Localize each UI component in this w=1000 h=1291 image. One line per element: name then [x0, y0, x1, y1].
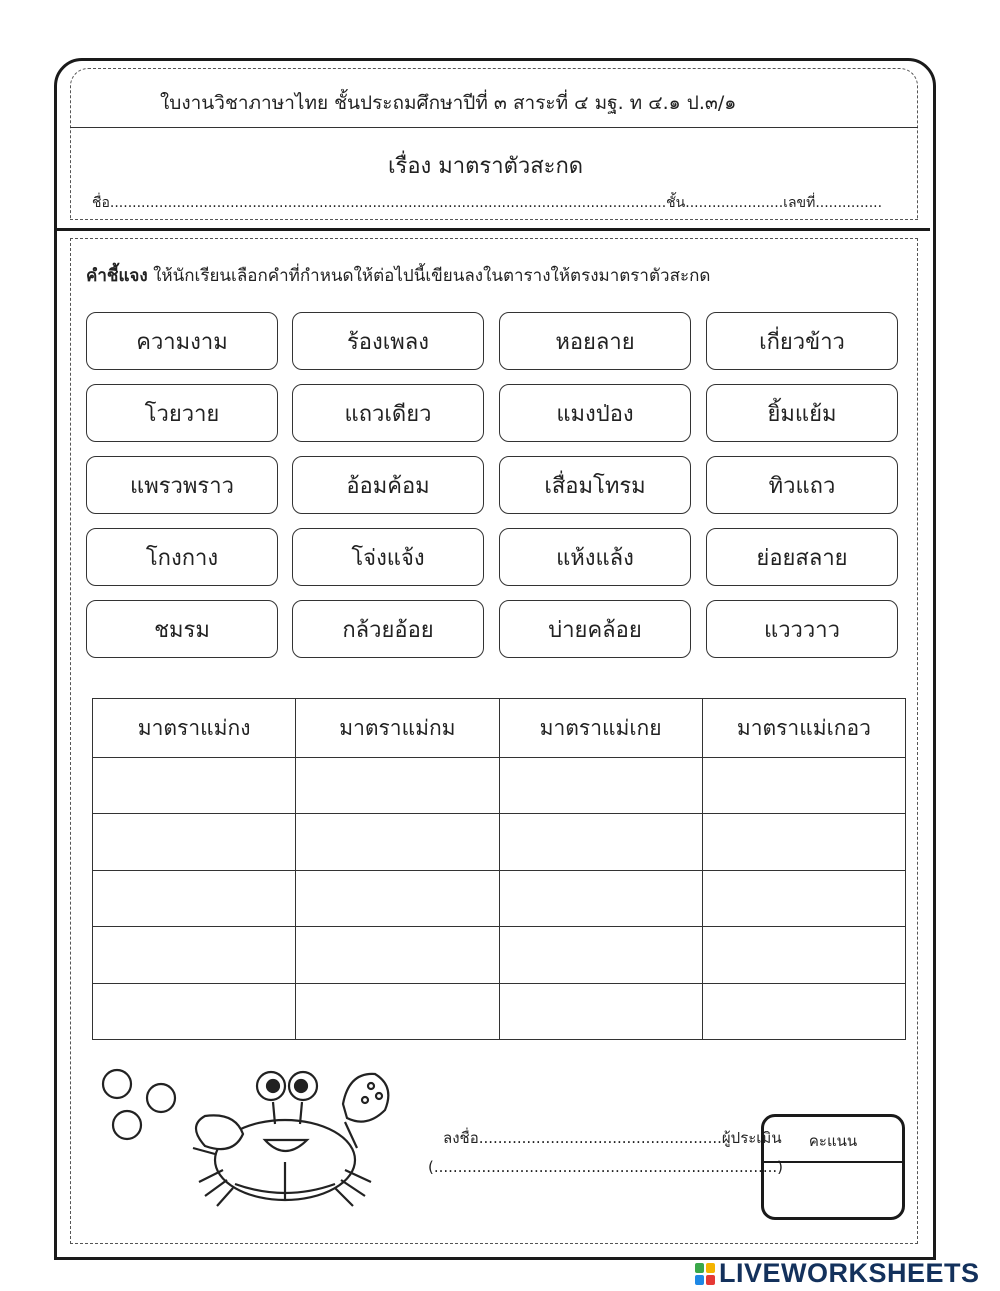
word-card[interactable]: ร้องเพลง: [292, 312, 484, 370]
answer-cell[interactable]: [93, 814, 296, 870]
section-divider: [56, 228, 930, 231]
word-card[interactable]: เสื่อมโทรม: [499, 456, 691, 514]
liveworksheets-logo-icon: [695, 1263, 715, 1285]
answer-cell[interactable]: [93, 983, 296, 1039]
word-card[interactable]: เกี่ยวข้าว: [706, 312, 898, 370]
word-card[interactable]: แมงป่อง: [499, 384, 691, 442]
crab-illustration: [95, 1062, 415, 1212]
instructions-text: ให้นักเรียนเลือกคำที่กำหนดให้ต่อไปนี้เขียนลงในตารางให้ตรงมาตราตัวสะกด: [147, 266, 711, 286]
answer-table: [92, 698, 906, 1040]
bubble-icon: [113, 1111, 141, 1139]
bubble-icon: [103, 1070, 131, 1098]
answer-cell[interactable]: [93, 758, 296, 814]
word-card[interactable]: แพรวพราว: [86, 456, 278, 514]
word-card[interactable]: โจ่งแจ้ง: [292, 528, 484, 586]
score-divider: [764, 1161, 902, 1163]
answer-cell[interactable]: [702, 927, 905, 983]
signature-line[interactable]: ลงชื่อ...................................................ผู้ประเมิน: [443, 1129, 782, 1147]
answer-cell[interactable]: [499, 758, 702, 814]
word-card[interactable]: บ่ายคล้อย: [499, 600, 691, 658]
answer-cell[interactable]: [499, 983, 702, 1039]
answer-cell[interactable]: [296, 870, 499, 926]
word-card[interactable]: ความงาม: [86, 312, 278, 370]
word-card[interactable]: อ้อมค้อม: [292, 456, 484, 514]
table-row: [93, 983, 906, 1039]
score-box: [761, 1114, 905, 1220]
answer-cell[interactable]: [93, 870, 296, 926]
word-card[interactable]: โวยวาย: [86, 384, 278, 442]
column-header: มาตราแม่เกย: [499, 699, 702, 758]
answer-cell[interactable]: [296, 758, 499, 814]
column-header: มาตราแม่กม: [296, 699, 499, 758]
subject-line: ใบงานวิชาภาษาไทย ชั้นประถมศึกษาปีที่ ๓ สาระที่ ๔ มฐ. ท ๔.๑ ป.๓/๑: [160, 92, 737, 114]
word-card[interactable]: กล้วยอ้อย: [292, 600, 484, 658]
column-header: มาตราแม่เกอว: [702, 699, 905, 758]
signature-name-line[interactable]: (........................................................................): [428, 1158, 784, 1176]
table-row: [93, 927, 906, 983]
word-card[interactable]: แวววาว: [706, 600, 898, 658]
answer-cell[interactable]: [499, 814, 702, 870]
answer-cell[interactable]: [702, 983, 905, 1039]
instructions: [86, 262, 710, 289]
answer-cell[interactable]: [499, 870, 702, 926]
word-card[interactable]: ทิวแถว: [706, 456, 898, 514]
watermark-text: LIVEWORKSHEETS: [719, 1258, 980, 1288]
name-class-number-line[interactable]: ชื่อ.............................................................................................................................ชั้น......................เลขที่...............: [92, 195, 883, 211]
page-title: เรื่อง มาตราตัวสะกด: [388, 154, 584, 179]
answer-cell[interactable]: [702, 814, 905, 870]
answer-cell[interactable]: [702, 758, 905, 814]
word-card[interactable]: แถวเดียว: [292, 384, 484, 442]
header-divider: [70, 127, 918, 128]
word-card[interactable]: ชมรม: [86, 600, 278, 658]
answer-cell[interactable]: [499, 927, 702, 983]
instructions-label: คำชี้แจง: [86, 266, 148, 286]
column-header: มาตราแม่กง: [93, 699, 296, 758]
word-card[interactable]: ยิ้มแย้ม: [706, 384, 898, 442]
answer-cell[interactable]: [93, 927, 296, 983]
score-label: คะแนน: [808, 1132, 858, 1150]
answer-cell[interactable]: [296, 814, 499, 870]
word-card[interactable]: หอยลาย: [499, 312, 691, 370]
liveworksheets-logo: [695, 1258, 980, 1289]
table-row: [93, 814, 906, 870]
bubble-icon: [147, 1084, 175, 1112]
crab-left-claw: [196, 1115, 243, 1149]
word-card[interactable]: ย่อยสลาย: [706, 528, 898, 586]
answer-cell[interactable]: [296, 927, 499, 983]
table-row: [93, 870, 906, 926]
word-card[interactable]: แห้งแล้ง: [499, 528, 691, 586]
word-card[interactable]: โกงกาง: [86, 528, 278, 586]
answer-cell[interactable]: [296, 983, 499, 1039]
table-row: [93, 758, 906, 814]
answer-cell[interactable]: [702, 870, 905, 926]
